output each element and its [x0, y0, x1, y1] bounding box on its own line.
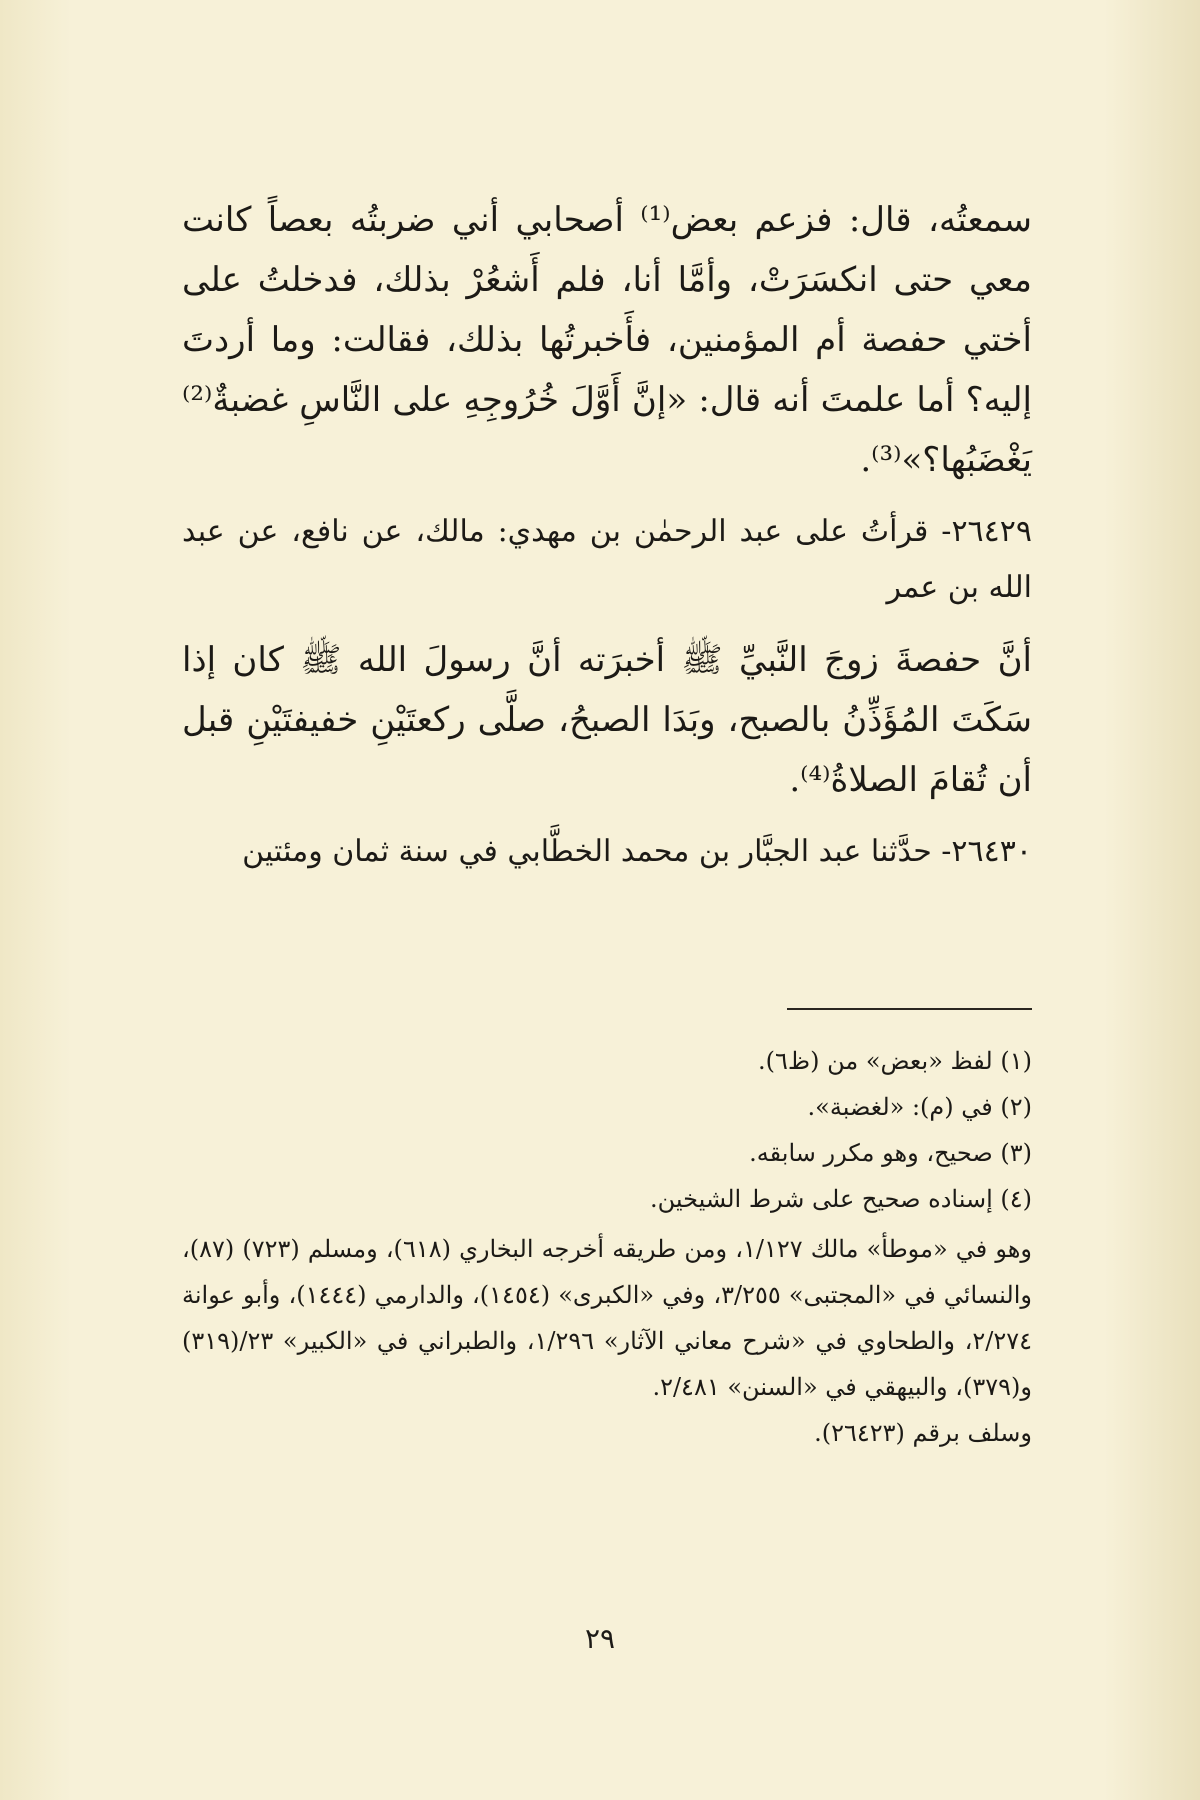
footnote-4-cross-reference: وسلف برقم (٢٦٤٢٣). — [814, 1419, 1032, 1447]
footnotes — [182, 1038, 1032, 1456]
footnote-2: (٢) في (م): «لغضبة». — [807, 1093, 1032, 1121]
hadith-26430-chain: ٢٦٤٣٠- حدَّثنا عبد الجبَّار بن محمد الخطَّابي في سنة ثمان ومئتين — [242, 834, 1032, 869]
paragraph-narration-end: سمعتُه، قال: فزعم بعض⁽¹⁾ أصحابي أني ضربتُه بعصاً كانت معي حتى انكسَرَتْ، وأمَّا أنا، فلم أَشعُرْ بذلك، فدخلتُ على أختي حفصة أم المؤمنين، فأَخبرتُها بذلك، فقالت: وما أردتَ إليه؟ أما علمتَ أنه قال: «إنَّ أَوَّلَ خُرُوجِهِ على النَّاسِ غضبةٌ⁽²⁾ يَغْضَبُها؟»⁽³⁾. — [182, 200, 1033, 480]
footnote-4-sources: وهو في «موطأ» مالك ١/١٢٧، ومن طريقه أخرجه البخاري (٦١٨)، ومسلم (٧٢٣) (٨٧)، والنسائي في «المجتبى» ٣/٢٥٥، وفي «الكبرى» (١٤٥٤)، والدارمي (١٤٤٤)، وأبو عوانة ٢/٢٧٤، والطحاوي في «شرح معاني الآثار» ١/٢٩٦، والطبراني في «الكبير» ٢٣/(٣١٩) و(٣٧٩)، والبيهقي في «السنن» ٢/٤٨١. — [182, 1235, 1032, 1401]
footnote-4: (٤) إسناده صحيح على شرط الشيخين. — [649, 1185, 1032, 1213]
footnote-1: (١) لفظ «بعض» من (ظ٦). — [758, 1047, 1032, 1075]
main-text — [182, 190, 1032, 880]
hadith-26429-chain: ٢٦٤٢٩- قرأتُ على عبد الرحمٰن بن مهدي: مالك، عن نافع، عن عبد الله بن عمر — [182, 514, 1033, 605]
hadith-26429-text: أنَّ حفصةَ زوجَ النَّبيِّ ﷺ أخبرَته أنَّ رسولَ الله ﷺ كان إذا سَكَتَ المُؤَذِّنُ بالصبح، وبَدَا الصبحُ، صلَّى ركعتَيْنِ خفيفتَيْنِ قبل أن تُقامَ الصلاةُ⁽⁴⁾. — [182, 640, 1032, 800]
page-number: ٢٩ — [584, 1622, 616, 1655]
footnote-divider — [787, 1008, 1032, 1010]
footnote-3: (٣) صحيح، وهو مكرر سابقه. — [749, 1139, 1032, 1167]
